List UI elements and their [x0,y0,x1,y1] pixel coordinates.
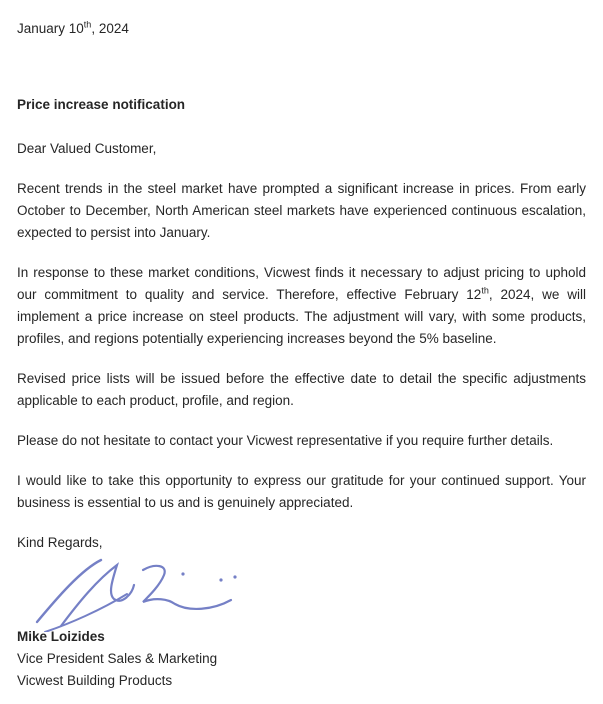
signatory-title: Vice President Sales & Marketing [17,651,218,666]
signature-dot [219,578,222,581]
signature-dot [181,572,184,575]
paragraph-gratitude: I would like to take this opportunity to express our gratitude for your continued support. Your business is essential to us and is genuinely appreciated. [17,473,586,510]
signatory-company: Vicwest Building Products [17,673,173,688]
paragraph-price-increase-after: , 2024, we will implement a price increase on steel products. The adjustment will vary, with some products, profiles, and regions potentially experiencing increases beyond the 5% baseline. [17,287,587,346]
date-prefix: January 10 [17,21,84,36]
closing: Kind Regards, [17,535,103,550]
date-suffix: , 2024 [91,21,129,36]
signature-stroke [143,566,231,609]
date-ordinal: th [83,19,92,30]
salutation: Dear Valued Customer, [17,141,157,156]
signature-ink [31,556,261,632]
signatory-name: Mike Loizides [17,629,105,644]
date-line [17,18,586,40]
paragraph-contact-representative: Please do not hesitate to contact your Vicwest representative if you require further details. [17,433,554,448]
signature-dot [233,575,236,578]
subject-line: Price increase notification [17,97,186,112]
paragraph-price-increase [17,262,586,350]
paragraph-revised-price-lists: Revised price lists will be issued before the effective date to detail the specific adjustments applicable to each product, profile, and region. [17,371,586,408]
paragraph-market-trends: Recent trends in the steel market have prompted a significant increase in prices. From early October to December, North American steel markets have experienced continuous escalation, expected to persist into January. [17,181,586,240]
paragraph-price-increase-before: In response to these market conditions, Vicwest finds it necessary to adjust pricing to uphold our commitment to quality and service. Therefore, effective February 12 [17,265,586,302]
effective-date-ordinal: th [481,285,489,296]
signature-image [31,556,586,632]
